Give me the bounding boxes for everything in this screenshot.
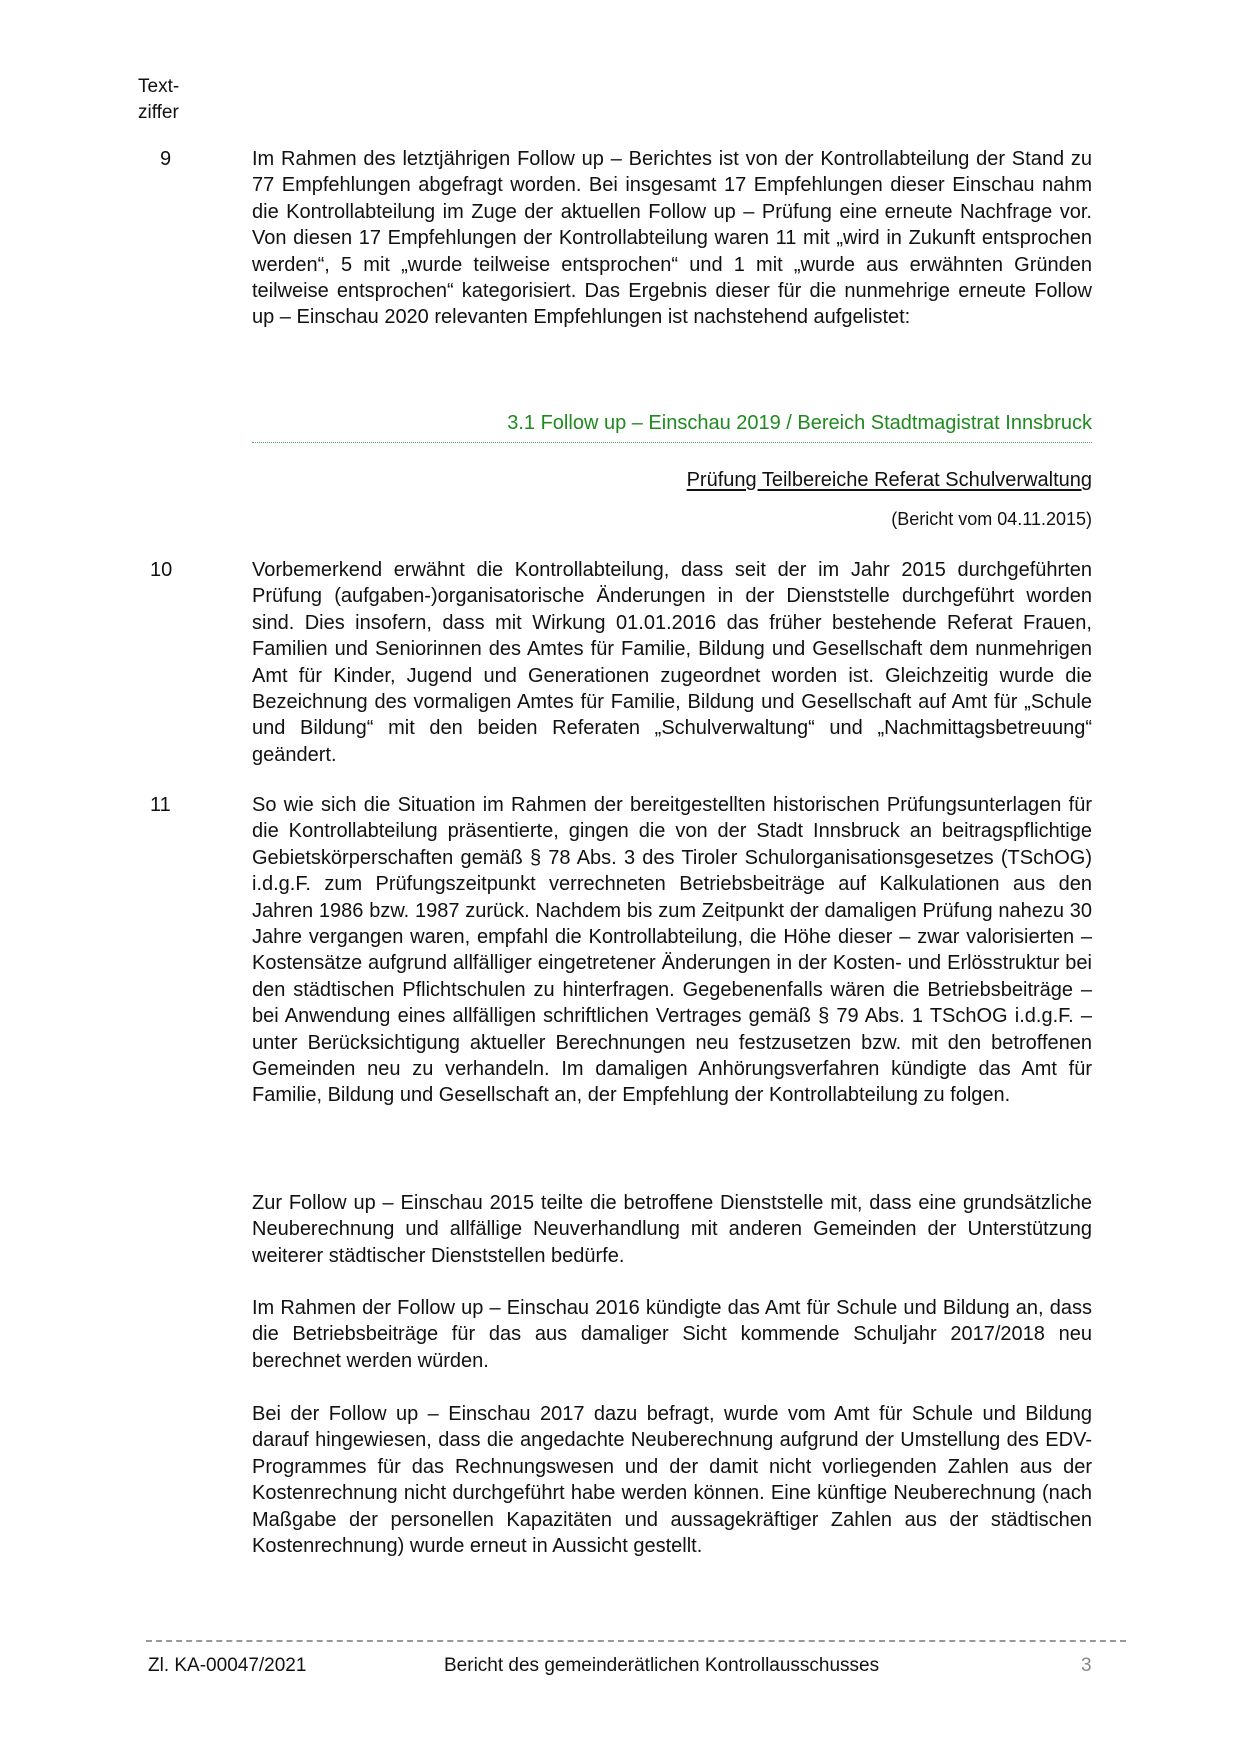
- margin-label: [138, 74, 179, 126]
- paragraph-11-continuation: Bei der Follow up – Einschau 2017 dazu befragt, wurde vom Amt für Schule und Bildung darauf hingewiesen, dass die angedachte Neuberechnung aufgrund der Umstellung des EDV-Programmes für das Rechnungswesen und der damit nicht vorliegenden Zahlen aus der Kostenrechnung nicht durchgeführt habe werden können. Eine künftige Neuberechnung (nach Maßgabe der personellen Kapazitäten und aussagekräftiger Zahlen aus der städtischen Kostenrechnung) wurde erneut in Aussicht gestellt.: [252, 1403, 1092, 1558]
- margin-label-line: Text-: [138, 76, 180, 97]
- sub-heading: [252, 467, 1092, 493]
- paragraph-number: 9: [160, 148, 172, 170]
- footer-reference: Zl. KA-00047/2021: [148, 1655, 307, 1676]
- paragraph-number: 10: [150, 559, 173, 581]
- page-number: 3: [1081, 1655, 1092, 1676]
- paragraph-9: Im Rahmen des letztjährigen Follow up – Berichtes ist von der Kontrollabteilung der Stand zu 77 Empfehlungen abgefragt worden. Bei insgesamt 17 Empfehlungen dieser Einschau nahm die Kontrollabteilung im Zuge der aktuellen Follow up – Prüfung eine erneute Nachfrage vor. Von diesen 17 Empfehlungen der Kontrollabteilung waren 11 mit „wird in Zukunft entsprochen werden“, 5 mit „wurde teilweise entsprochen“ und 1 mit „wurde aus erwähnten Gründen teilweise entsprochen“ kategorisiert. Das Ergebnis dieser für die nunmehrige erneute Follow up – Einschau 2020 relevanten Empfehlungen ist nachstehend aufgelistet:: [252, 148, 1092, 329]
- paragraph-11-continuation: Zur Follow up – Einschau 2015 teilte die betroffene Dienststelle mit, dass eine grundsätzliche Neuberechnung und allfällige Neuverhandlung mit anderen Gemeinden der Unterstützung weiterer städtischer Dienststellen bedürfe.: [252, 1192, 1092, 1267]
- footer-title: Bericht des gemeinderätlichen Kontrollausschusses: [444, 1655, 880, 1676]
- paragraph-10: Vorbemerkend erwähnt die Kontrollabteilung, dass seit der im Jahr 2015 durchgeführten Prüfung (aufgaben-)organisatorische Änderungen in der Dienststelle durchgeführt worden sind. Dies insofern, dass mit Wirkung 01.01.2016 das früher bestehende Referat Frauen, Familien und Seniorinnen des Amtes für Familie, Bildung und Gesellschaft dem nunmehrigen Amt für Kinder, Jugend und Generationen zugeordnet worden ist. Gleichzeitig wurde die Bezeichnung des vormaligen Amtes für Familie, Bildung und Gesellschaft auf Amt für „Schule und Bildung“ mit den beiden Referaten „Schulverwaltung“ und „Nachmittagsbetreuung“ geändert.: [252, 559, 1092, 766]
- sub-heading-text: Prüfung Teilbereiche Referat Schulverwaltung: [686, 469, 1092, 491]
- paragraph-number: 11: [150, 794, 171, 816]
- paragraph-11-continuation: Im Rahmen der Follow up – Einschau 2016 kündigte das Amt für Schule und Bildung an, dass die Betriebsbeiträge für das aus damaliger Sicht kommende Schuljahr 2017/2018 neu berechnet werden würden.: [252, 1297, 1092, 1372]
- section-heading: 3.1 Follow up – Einschau 2019 / Bereich Stadtmagistrat Innsbruck: [507, 412, 1092, 434]
- heading-divider: [252, 442, 1092, 443]
- margin-label-line: ziffer: [138, 102, 179, 123]
- footer-divider: [146, 1640, 1126, 1642]
- report-date: (Bericht vom 04.11.2015): [891, 509, 1092, 529]
- paragraph-11: So wie sich die Situation im Rahmen der bereitgestellten historischen Prüfungsunterlagen für die Kontrollabteilung präsentierte, gingen die von der Stadt Innsbruck an beitragspflichtige Gebietskörperschaften gemäß § 78 Abs. 3 des Tiroler Schulorganisationsgesetzes (TSchOG) i.d.g.F. zum Prüfungszeitpunkt verrechneten Betriebsbeiträge auf Kalkulationen aus den Jahren 1986 bzw. 1987 zurück. Nachdem bis zum Zeitpunkt der damaligen Prüfung nahezu 30 Jahre vergangen waren, empfahl die Kontrollabteilung, die Höhe dieser – zwar valorisierten – Kostensätze aufgrund allfälliger eingetretener Änderungen in der Kosten- und Erlösstruktur bei den städtischen Pflichtschulen zu hinterfragen. Gegebenenfalls wären die Betriebsbeiträge – bei Anwendung eines allfälligen schriftlichen Vertrages gemäß § 79 Abs. 1 TSchOG i.d.g.F. – unter Berücksichtigung aktueller Berechnungen neu festzusetzen bzw. mit den betroffenen Gemeinden neu zu verhandeln. Im damaligen Anhörungsverfahren kündigte das Amt für Familie, Bildung und Gesellschaft an, der Empfehlung der Kontrollabteilung zu folgen.: [252, 794, 1092, 1107]
